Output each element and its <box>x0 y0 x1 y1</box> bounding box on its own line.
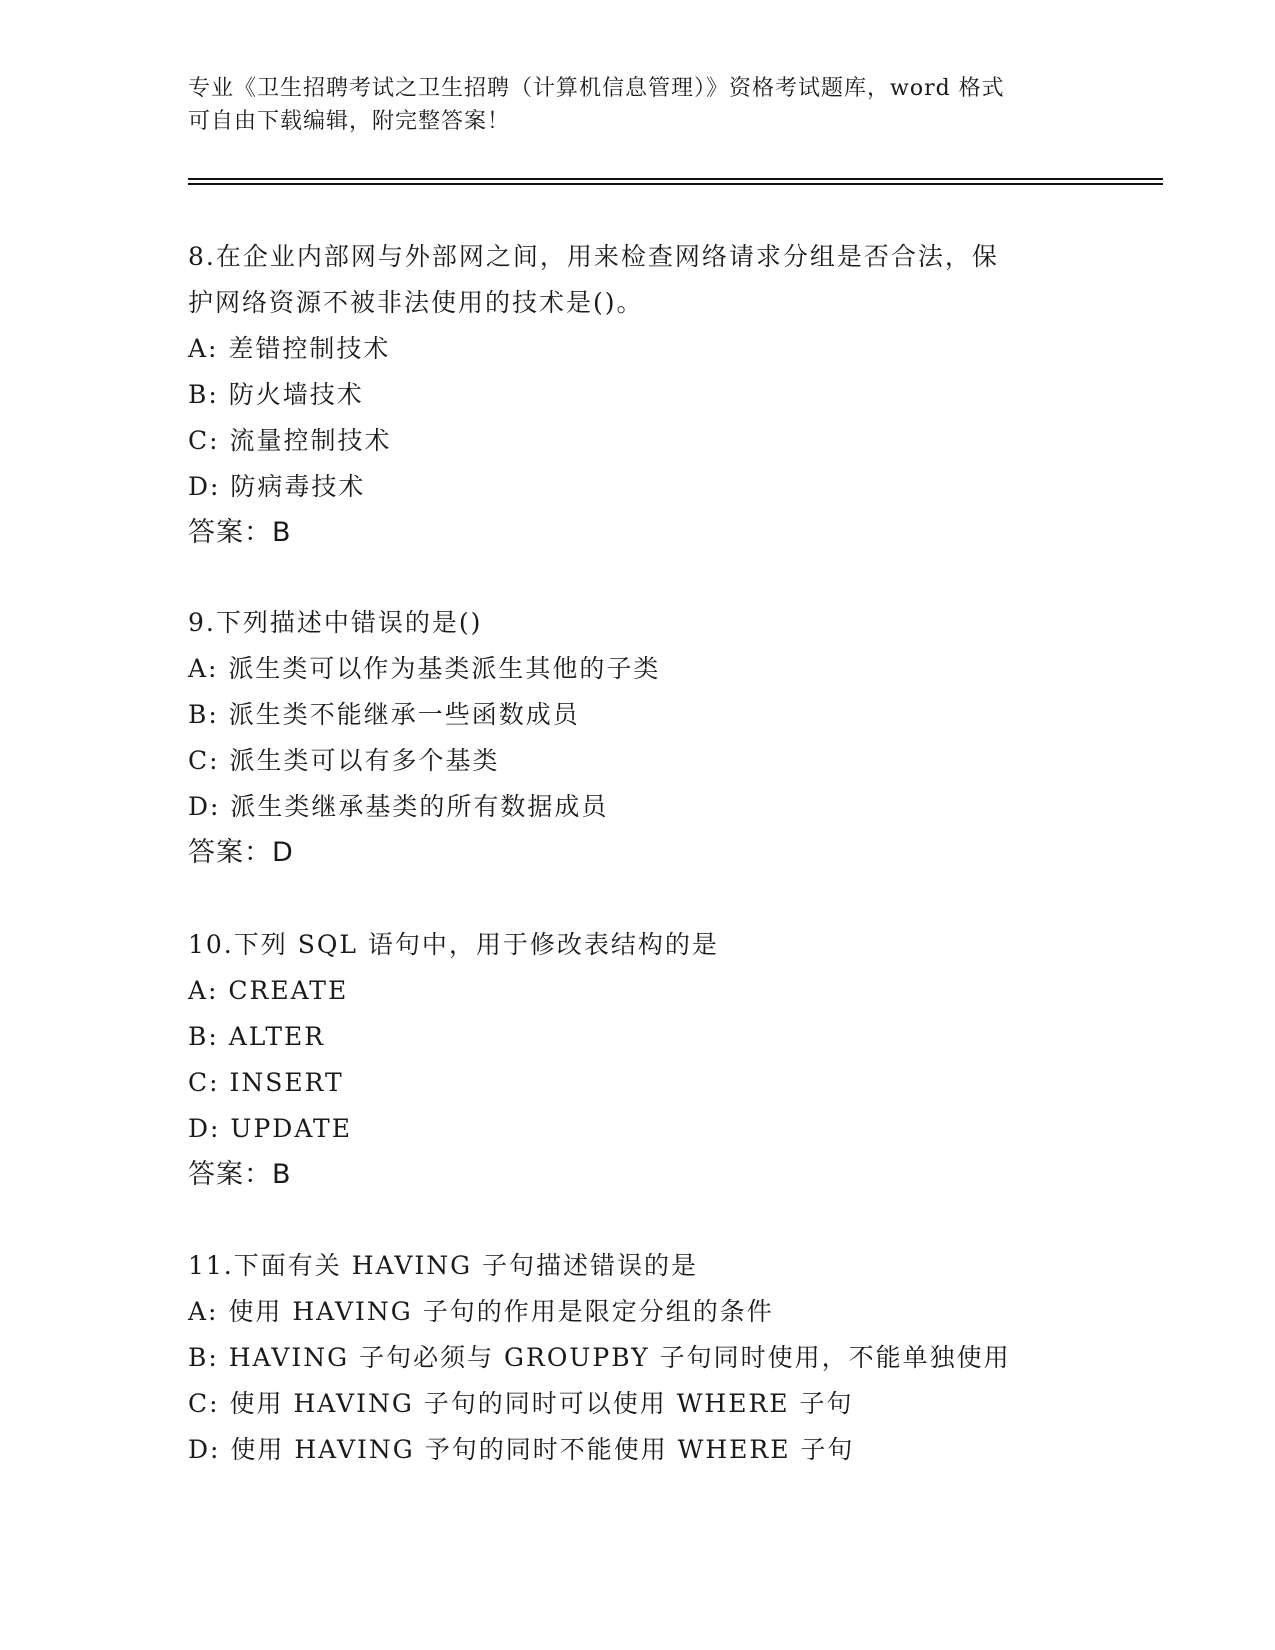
option-b: B: HAVING 子句必须与 GROUPBY 子句同时使用，不能单独使用 <box>188 1343 1011 1372</box>
option-c: C: INSERT <box>188 1068 344 1097</box>
header-divider-bottom <box>188 183 1163 185</box>
question-stem: 10.下列 SQL 语句中，用于修改表结构的是 <box>188 930 719 959</box>
header-line-1: 专业《卫生招聘考试之卫生招聘（计算机信息管理）》资格考试题库，word 格式 <box>188 76 1005 101</box>
question-11 <box>188 1243 1088 1473</box>
question-9 <box>188 600 1088 876</box>
option-c: C: 派生类可以有多个基类 <box>188 746 500 775</box>
option-d: D: UPDATE <box>188 1114 352 1143</box>
option-b: B: 防火墙技术 <box>188 380 364 409</box>
option-b: B: 派生类不能继承一些函数成员 <box>188 700 580 729</box>
question-10 <box>188 922 1088 1198</box>
document-header <box>188 72 1088 138</box>
option-d: D: 派生类继承基类的所有数据成员 <box>188 792 609 821</box>
answer-line: 答案：B <box>188 1159 292 1190</box>
option-a: A: 使用 HAVING 子句的作用是限定分组的条件 <box>188 1297 774 1326</box>
option-c: C: 使用 HAVING 子句的同时可以使用 WHERE 子句 <box>188 1389 854 1418</box>
question-stem: 9.下列描述中错误的是() <box>188 608 483 637</box>
option-a: A: 派生类可以作为基类派生其他的子类 <box>188 654 661 683</box>
question-stem: 11.下面有关 HAVING 子句描述错误的是 <box>188 1251 699 1280</box>
option-c: C: 流量控制技术 <box>188 426 392 455</box>
question-stem-continued: 护网络资源不被非法使用的技术是()。 <box>188 288 644 317</box>
option-b: B: ALTER <box>188 1022 326 1051</box>
option-d: D: 防病毒技术 <box>188 472 366 501</box>
answer-line: 答案：B <box>188 517 292 548</box>
option-d: D: 使用 HAVING 予句的同时不能使用 WHERE 子句 <box>188 1435 855 1464</box>
answer-line: 答案：D <box>188 837 294 868</box>
option-a: A: CREATE <box>188 976 349 1005</box>
header-line-2: 可自由下载编辑，附完整答案！ <box>188 109 511 134</box>
option-a: A: 差错控制技术 <box>188 334 391 363</box>
question-stem: 8.在企业内部网与外部网之间，用来检查网络请求分组是否合法，保 <box>188 242 999 271</box>
question-8 <box>188 234 1088 556</box>
header-divider-top <box>188 178 1163 180</box>
